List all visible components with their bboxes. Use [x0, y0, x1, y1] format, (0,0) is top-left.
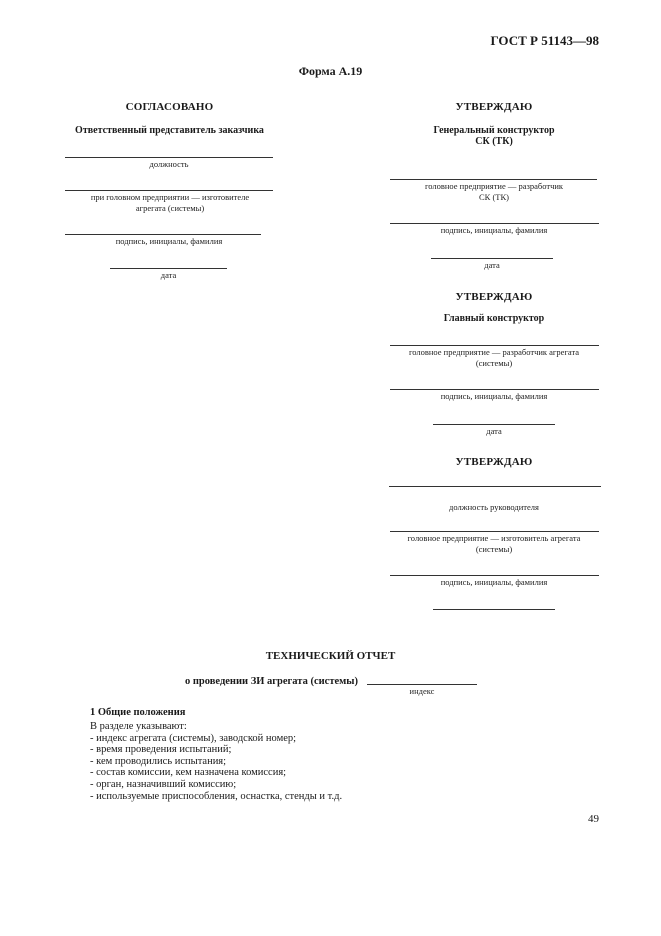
field-caption-enterprise: при головном предприятии — изготовителе агрегата (системы)	[90, 192, 250, 213]
signature-line	[390, 223, 599, 224]
field-caption-date: дата	[486, 426, 502, 436]
list-item: - состав комиссии, кем назначена комиссия;	[90, 767, 287, 779]
field-caption-signature: подпись, инициалы, фамилия	[440, 577, 548, 587]
requirements-list	[90, 733, 342, 803]
signature-line	[110, 268, 227, 269]
field-caption-enterprise: головное предприятие — изготовитель агрегата (системы)	[407, 533, 581, 554]
signature-line	[65, 157, 273, 158]
approval-heading-right-1: УТВЕРЖДАЮ	[455, 101, 533, 113]
approval-heading-left: СОГЛАСОВАНО	[125, 101, 214, 113]
report-title: ТЕХНИЧЕСКИЙ ОТЧЕТ	[265, 650, 396, 662]
field-caption-index: индекс	[409, 686, 435, 696]
approver-role-left: Ответственный представитель заказчика	[75, 125, 264, 136]
approval-heading-right-2: УТВЕРЖДАЮ	[455, 291, 533, 303]
signature-line	[390, 389, 599, 390]
standard-header: ГОСТ Р 51143—98	[490, 33, 599, 48]
approval-heading-right-3: УТВЕРЖДАЮ	[455, 456, 533, 468]
signature-line	[389, 486, 601, 487]
field-caption-enterprise: головное предприятие — разработчик СК (ТК)	[424, 181, 564, 202]
index-line	[367, 684, 477, 685]
page-number: 49	[588, 813, 599, 825]
signature-line	[433, 609, 555, 610]
signature-line	[433, 424, 555, 425]
section-title: 1 Общие положения	[90, 707, 186, 718]
list-item: - индекс агрегата (системы), заводской номер;	[90, 732, 297, 744]
field-caption-date: дата	[484, 260, 500, 270]
approver-role-right-2: Главный конструктор	[443, 313, 545, 324]
section-intro: В разделе указывают:	[90, 721, 187, 732]
signature-line	[431, 258, 553, 259]
field-caption-signature: подпись, инициалы, фамилия	[440, 225, 548, 235]
signature-line	[65, 234, 261, 235]
section-body	[90, 721, 342, 802]
field-caption-date: дата	[160, 270, 177, 280]
signature-line	[390, 179, 597, 180]
form-title: Форма А.19	[298, 64, 363, 78]
signature-line	[390, 531, 599, 532]
field-caption-signature: подпись, инициалы, фамилия	[115, 236, 223, 246]
field-caption-position: должность руководителя	[449, 502, 539, 512]
field-caption-position: должность	[149, 159, 189, 169]
field-caption-signature: подпись, инициалы, фамилия	[440, 391, 548, 401]
list-item: - время проведения испытаний;	[90, 744, 232, 756]
list-item: - кем проводились испытания;	[90, 755, 227, 767]
approver-role-right-1: Генеральный конструктор СК (ТК)	[433, 125, 555, 147]
report-subject: о проведении ЗИ агрегата (системы)	[185, 676, 358, 687]
list-item: - орган, назначивший комиссию;	[90, 778, 237, 790]
list-item: - используемые приспособления, оснастка, стенды и т.д.	[90, 790, 343, 802]
field-caption-enterprise: головное предприятие — разработчик агрегата (системы)	[408, 347, 580, 368]
signature-line	[390, 345, 599, 346]
signature-line	[65, 190, 273, 191]
signature-line	[390, 575, 599, 576]
